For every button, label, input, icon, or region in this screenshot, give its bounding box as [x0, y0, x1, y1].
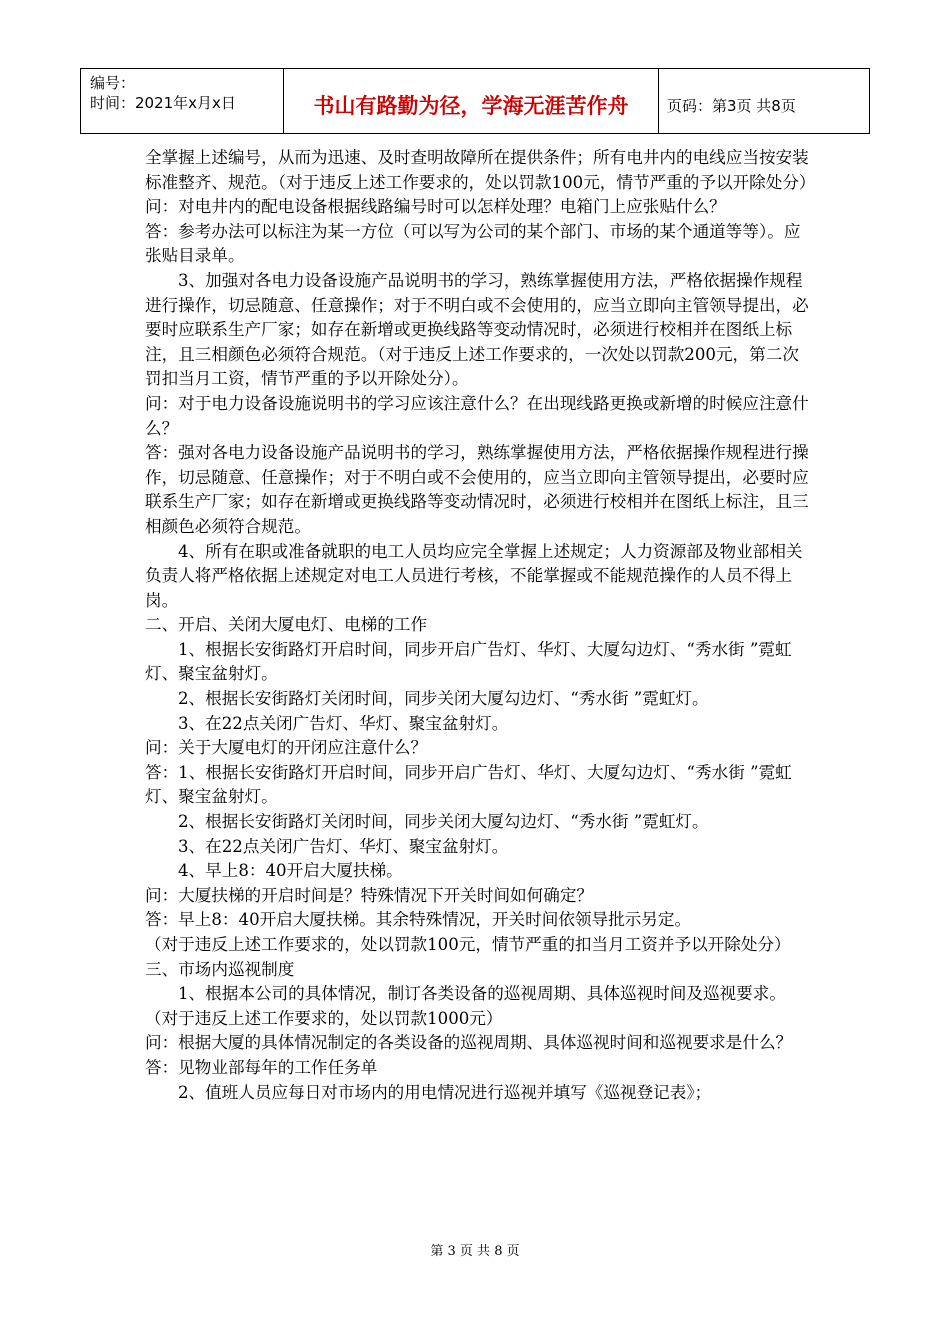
paragraph: 三、市场内巡视制度: [145, 959, 295, 979]
paragraph: 答：早上8：40开启大厦扶梯。其余特殊情况，开关时间依领导批示另定。: [145, 910, 692, 930]
paragraph: 3、加强对各电力设备设施产品说明书的学习，熟练掌握使用方法，严格依据操作规程进行操作，切忌随意、任意操作；对于不明白或不会使用的，应当立即向主管领导提出，必要时应联系生产厂家；如存在新增或更换线路等变动情况时，必须进行校相并在图纸上标注，且三相颜色必须符合规范。（对于违反上述工作要求的，一次处以罚款200元，第二次罚扣当月工资，情节严重的予以开除处分）。: [145, 270, 809, 389]
paragraph: 4、所有在职或准备就职的电工人员均应完全掌握上述规定；人力资源部及物业部相关负责人将严格依据上述规定对电工人员进行考核，不能掌握或不能规范操作的人员不得上岗。: [145, 541, 803, 610]
paragraph: 2、值班人员应每日对市场内的用电情况进行巡视并填写《巡视登记表》；: [178, 1082, 712, 1102]
document-body: [145, 146, 816, 1105]
page-header: [80, 68, 870, 134]
paragraph: 2、根据长安街路灯关闭时间，同步关闭大厦勾边灯、“秀水街 ”霓虹灯。: [178, 689, 709, 709]
paragraph: 答：强对各电力设备设施产品说明书的学习，熟练掌握使用方法，严格依据操作规程进行操作，切忌随意、任意操作；对于不明白或不会使用的，应当立即向主管领导提出，必要时应联系生产厂家；如存在新增或更换线路等变动情况时，必须进行校相并在图纸上标注，且三相颜色必须符合规范。: [145, 443, 809, 536]
paragraph: 问：大厦扶梯的开启时间是？特殊情况下开关时间如何确定？: [145, 885, 594, 905]
paragraph: 问：根据大厦的具体情况制定的各类设备的巡视周期、具体巡视时间和巡视要求是什么？: [145, 1033, 793, 1053]
paragraph: 1、根据本公司的具体情况，制订各类设备的巡视周期、具体巡视时间及巡视要求。（对于违反上述工作要求的，处以罚款1000元）: [145, 984, 786, 1028]
header-page-label: 页码：第3页 共8页: [667, 96, 796, 115]
page-footer: 第 3 页 共 8 页: [430, 1244, 520, 1259]
paragraph: 全掌握上述编号，从而为迅速、及时查明故障所在提供条件；所有电井内的电线应当按安装标准整齐、规范。（对于违反上述工作要求的，处以罚款100元，情节严重的予以开除处分）: [145, 148, 816, 192]
document-time-label: 时间：2021年x月x日: [90, 94, 236, 112]
paragraph: 4、早上8：40开启大厦扶梯。: [178, 861, 403, 881]
header-meta: [81, 69, 284, 133]
paragraph: 3、在22点关闭广告灯、华灯、聚宝盆射灯。: [178, 836, 509, 856]
paragraph: 1、根据长安街路灯开启时间，同步开启广告灯、华灯、大厦勾边灯、“秀水街 ”霓虹灯、聚宝盆射灯。: [145, 639, 792, 684]
paragraph: 3、在22点关闭广告灯、华灯、聚宝盆射灯。: [178, 713, 509, 733]
paragraph: 问：对于电力设备设施说明书的学习应该注意什么？在出现线路更换或新增的时候应注意什么？: [145, 393, 809, 438]
document-number-label: 编号：: [90, 74, 136, 92]
paragraph: （对于违反上述工作要求的，处以罚款100元，情节严重的扣当月工资并予以开除处分）: [145, 935, 791, 954]
paragraph: 答：参考办法可以标注为某一方位（可以写为公司的某个部门、市场的某个通道等等）。应张贴目录单。: [145, 221, 801, 266]
paragraph: 2、根据长安街路灯关闭时间，同步关闭大厦勾边灯、“秀水街 ”霓虹灯。: [178, 812, 709, 832]
paragraph: 问：关于大厦电灯的开闭应注意什么？: [145, 738, 428, 758]
paragraph: 二、开启、关闭大厦电灯、电梯的工作: [145, 615, 428, 635]
header-motto: 书山有路勤为径，学海无涯苦作舟: [284, 69, 659, 133]
paragraph: 答：见物业部每年的工作任务单: [145, 1057, 378, 1077]
paragraph: 问：对电井内的配电设备根据线路编号时可以怎样处理？电箱门上应张贴什么？: [145, 197, 726, 217]
paragraph: 答：1、根据长安街路灯开启时间，同步开启广告灯、华灯、大厦勾边灯、“秀水街 ”霓虹灯、聚宝盆射灯。: [145, 762, 792, 807]
